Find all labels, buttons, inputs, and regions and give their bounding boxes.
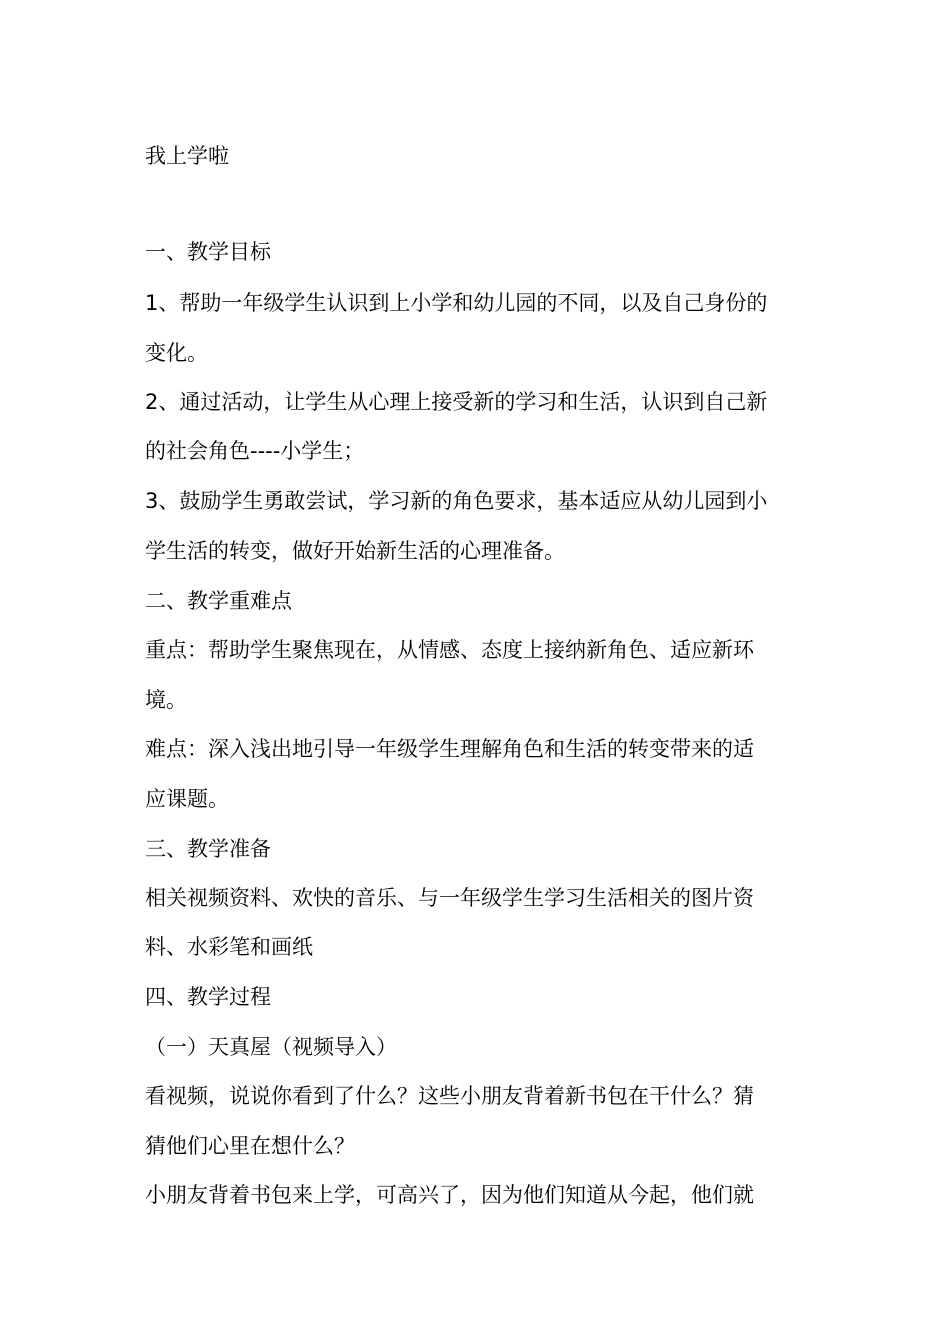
paragraph-line: 难点：深入浅出地引导一年级学生理解角色和生活的转变带来的适 <box>145 737 754 761</box>
paragraph-line: 变化。 <box>145 341 208 365</box>
paragraph-line: 应课题。 <box>145 787 229 811</box>
paragraph-line: 学生活的转变，做好开始新生活的心理准备。 <box>145 539 565 563</box>
section-heading-process: 四、教学过程 <box>145 985 271 1009</box>
section-heading-key-points: 二、教学重难点 <box>145 589 292 613</box>
paragraph-line: 3、鼓励学生勇敢尝试，学习新的角色要求，基本适应从幼儿园到小 <box>145 489 768 513</box>
paragraph-line: 小朋友背着书包来上学，可高兴了，因为他们知道从今起，他们就 <box>145 1183 754 1207</box>
subsection-heading: （一）天真屋（视频导入） <box>145 1035 397 1059</box>
paragraph-line: 的社会角色----小学生； <box>145 439 365 463</box>
paragraph-line: 2、通过活动，让学生从心理上接受新的学习和生活，认识到自己新 <box>145 390 768 414</box>
paragraph-line: 猜他们心里在想什么？ <box>145 1134 355 1158</box>
paragraph-line: 料、水彩笔和画纸 <box>145 935 313 959</box>
paragraph-line: 看视频，说说你看到了什么？这些小朋友背着新书包在干什么？猜 <box>145 1084 754 1108</box>
section-heading-preparation: 三、教学准备 <box>145 837 271 861</box>
document-title: 我上学啦 <box>145 144 229 168</box>
section-heading-objectives: 一、教学目标 <box>145 240 271 264</box>
paragraph-line: 重点：帮助学生聚焦现在，从情感、态度上接纳新角色、适应新环 <box>145 638 754 662</box>
paragraph-line: 相关视频资料、欢快的音乐、与一年级学生学习生活相关的图片资 <box>145 886 754 910</box>
paragraph-line: 境。 <box>145 688 187 712</box>
paragraph-line: 1、帮助一年级学生认识到上小学和幼儿园的不同，以及自己身份的 <box>145 291 768 315</box>
